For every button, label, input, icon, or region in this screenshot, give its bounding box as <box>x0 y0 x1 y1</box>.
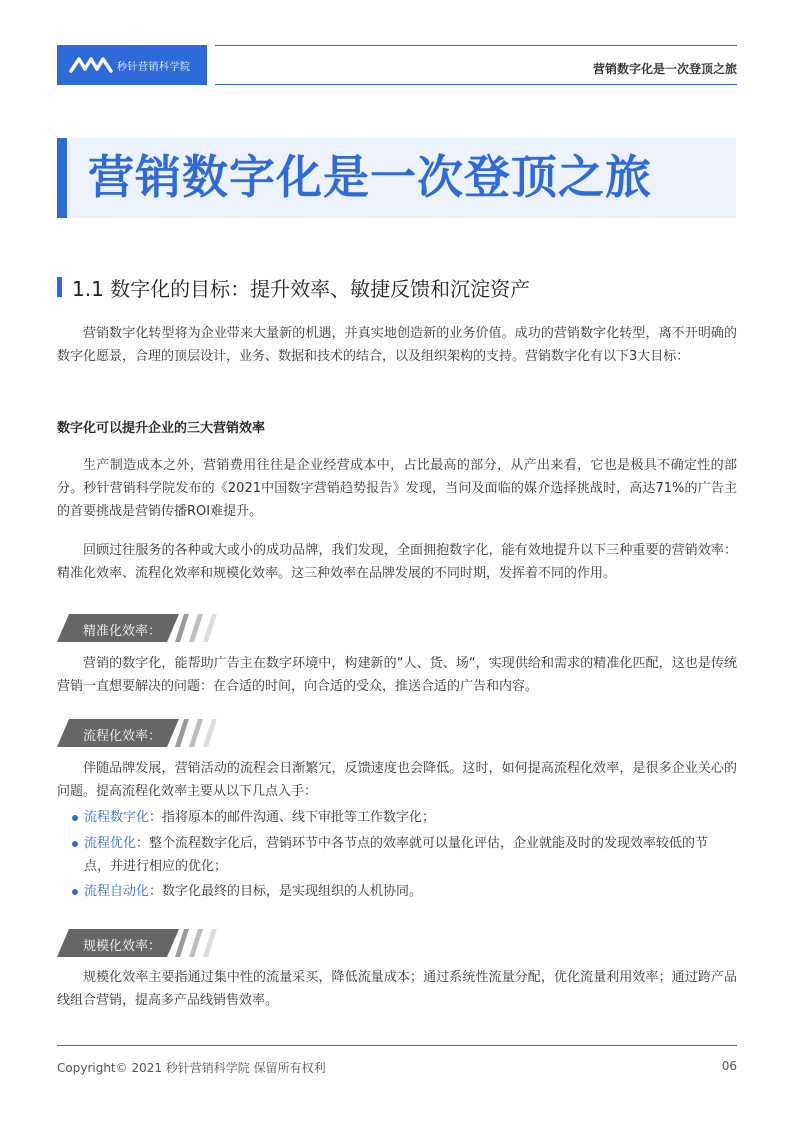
section-accent <box>57 277 62 297</box>
paragraph-efficiency: 回顾过往服务的各种或大或小的成功品牌，我们发现，全面拥抱数字化，能有效地提升以下三种重要的营销效率：精准化效率、流程化效率和规模化效率。这三种效率在品牌发展的不同时期，发挥着不同的作用。 <box>57 543 737 581</box>
header-divider-bottom <box>215 84 737 85</box>
process-paragraph: 伴随品牌发展，营销活动的流程会日渐繁冗，反馈速度也会降低。这时，如何提高流程化效率，是很多企业关心的问题。提高流程化效率主要从以下几点入手： <box>57 761 737 799</box>
tag-precision <box>57 614 217 642</box>
intro-paragraph: 营销数字化转型将为企业带来大量新的机遇，并真实地创造新的业务价值。成功的营销数字化转型，离不开明确的数字化愿景，合理的顶层设计，业务、数据和技术的结合，以及组织架构的支持。营销数字化有以下3大目标： <box>57 326 737 364</box>
bullet-dot-icon <box>72 841 78 847</box>
subheading: 数字化可以提升企业的三大营销效率 <box>57 421 266 436</box>
brand-logo <box>57 45 207 85</box>
logo-mark-icon <box>69 55 113 75</box>
tag-process <box>57 719 217 747</box>
tag-stripe <box>189 929 203 957</box>
list-item: 流程优化：整个流程数字化后，营销环节中各节点的效率就可以量化评估，企业就能及时的发现效率较低的节点，并进行相应的优化； <box>84 832 734 878</box>
tag-stripe <box>189 719 203 747</box>
tag-scale <box>57 929 217 957</box>
scale-paragraph: 规模化效率主要指通过集中性的流量采买，降低流量成本；通过系统性流量分配，优化流量利用效率；通过跨产品线组合营销，提高多产品线销售效率。 <box>57 970 737 1008</box>
precision-paragraph: 营销的数字化，能帮助广告主在数字环境中，构建新的“人、货、场“，实现供给和需求的精准化匹配，这也是传统营销一直想要解决的问题：在合适的时间，向合适的受众，推送合适的广告和内容。 <box>57 656 737 694</box>
list-item: 流程数字化：指将原本的邮件沟通、线下审批等工作数字化； <box>84 806 734 829</box>
paragraph-cost: 生产制造成本之外，营销费用往往是企业经营成本中，占比最高的部分，从产出来看，它也是极具不确定性的部分。秒针营销科学院发布的《2021中国数字营销趋势报告》发现，当问及面临的媒介选择挑战时，高达71%的广告主的首要挑战是营销传播ROI难提升。 <box>57 458 737 519</box>
header-title: 营销数字化是一次登顶之旅 <box>592 62 737 76</box>
tag-stripe <box>203 614 217 642</box>
tag-label: 规模化效率： <box>83 939 162 954</box>
bullet-dot-icon <box>72 815 78 821</box>
bullet-dot-icon <box>72 889 78 895</box>
list-item: 流程自动化：数字化最终的目标，是实现组织的人机协同。 <box>84 880 734 903</box>
page-title: 营销数字化是一次登顶之旅 <box>88 150 652 204</box>
tag-stripe <box>203 719 217 747</box>
footer-copyright: Copyright© 2021 秒针营销科学院 保留所有权利 <box>57 1061 326 1075</box>
header-divider <box>215 45 737 46</box>
tag-label: 流程化效率： <box>83 729 162 744</box>
section-title: 1.1 数字化的目标：提升效率、敏捷反馈和沉淀资产 <box>72 277 531 301</box>
footer-divider <box>57 1045 737 1046</box>
logo-text: 秒针营销科学院 <box>117 61 191 73</box>
tag-label: 精准化效率： <box>83 624 162 639</box>
title-banner-accent <box>57 138 67 218</box>
tag-stripe <box>203 929 217 957</box>
page-number: 06 <box>721 1059 737 1073</box>
tag-stripe <box>189 614 203 642</box>
